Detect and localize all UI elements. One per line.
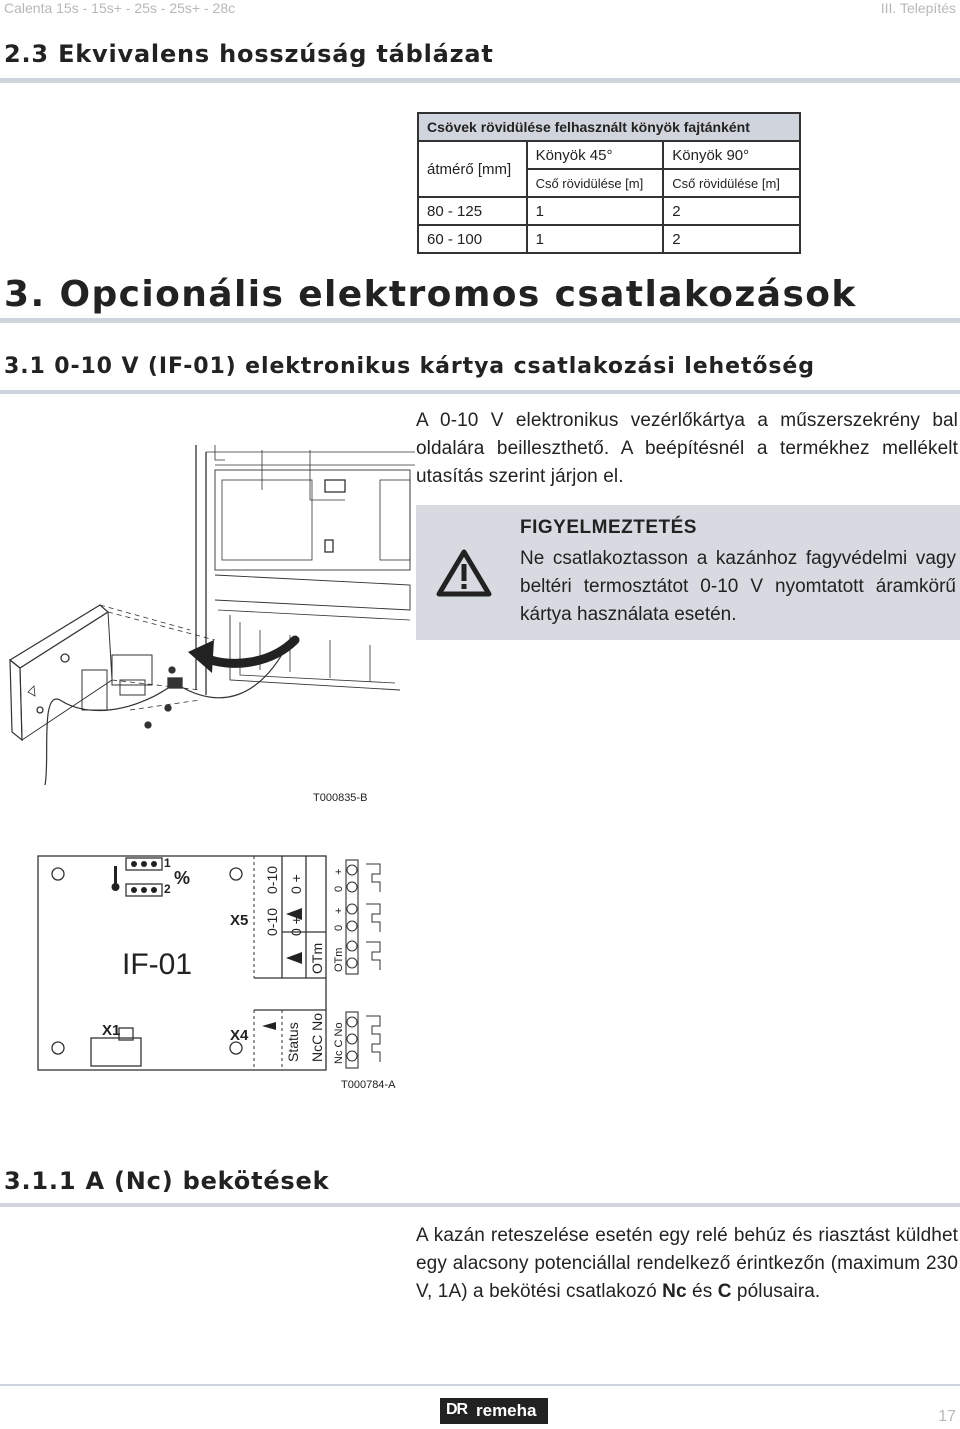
table-header-elbow45: Könyök 45° (527, 141, 664, 169)
label-status: Status (285, 1022, 301, 1062)
connector-x5-label: X5 (230, 912, 249, 929)
terminal-plus-bottom: + (333, 907, 345, 914)
table-header-diameter: átmérő [mm] (418, 141, 527, 197)
table-header-elbow90: Könyök 90° (663, 141, 800, 169)
logo-text: remeha (476, 1401, 537, 1420)
nc-paragraph-end: pólusaira. (731, 1281, 821, 1302)
table-cell: 60 - 100 (418, 225, 527, 253)
table-caption: Csövek rövidülése felhasznált könyök fajtánként (418, 113, 800, 141)
remeha-logo (440, 1398, 548, 1424)
table-cell: 2 (663, 225, 800, 253)
section-3-1-1-title: 3.1.1 A (Nc) bekötések (4, 1167, 330, 1195)
label-otm: OTm (309, 942, 325, 974)
nc-paragraph-text: A kazán reteszelése esetén egy relé behúz és riasztást küldhet egy alacsony potenciállal rendelkező érintkezőn (maximum 230 V, 1A) a bekötési csatlakozó (416, 1225, 958, 1302)
percent-symbol: % (174, 868, 191, 888)
terminal-0-bottom: 0 (333, 924, 345, 931)
label-ncc-no: NcC No (309, 1012, 325, 1062)
section-2-3-title: 2.3 Ekvivalens hosszúság táblázat (4, 40, 494, 68)
header-product-name: Calenta 15s - 15s+ - 25s - 25s+ - 28c (4, 0, 236, 16)
warning-box (416, 505, 960, 640)
figure2-code: T000784-A (341, 1079, 396, 1091)
label-0-10-top: 0-10 (264, 865, 280, 894)
installation-illustration (0, 440, 415, 790)
table-subheader-45: Cső rövidülése [m] (527, 169, 664, 197)
terminal-plus-top: + (333, 868, 345, 875)
label-0plus-top: 0 + (288, 874, 304, 894)
warning-text: Ne csatlakoztasson a kazánhoz fagyvédelmi vagy beltéri termosztátot 0-10 V nyomtatott áramkörű kártya használata esetén. (520, 548, 956, 625)
board-name: IF-01 (122, 948, 193, 981)
header-chapter: III. Telepítés (880, 0, 956, 16)
table-cell: 1 (527, 225, 664, 253)
terminal-otm: OTm (333, 947, 345, 972)
label-0plus-bottom: 0 + (288, 916, 304, 936)
equivalent-length-table (417, 112, 801, 254)
connector-x4-label: X4 (230, 1027, 249, 1044)
section-3-1-title: 3.1 0-10 V (IF-01) elektronikus kártya csatlakozási lehetőség (4, 354, 815, 379)
table-cell: 2 (663, 197, 800, 225)
terminal-0-top: 0 (333, 885, 345, 892)
section-rule (0, 390, 960, 394)
table-cell: 80 - 125 (418, 197, 527, 225)
jumper-label-2: 2 (164, 882, 171, 896)
nc-paragraph (416, 1222, 958, 1306)
section-rule (0, 1203, 960, 1207)
table-row (418, 225, 800, 253)
figure1-code: T000835-B (313, 792, 368, 804)
c-term: C (717, 1281, 732, 1302)
terminal-nc-c-no: Nc C No (333, 1022, 345, 1064)
section-3-title: 3. Opcionális elektromos csatlakozások (4, 274, 857, 315)
table-subheader-90: Cső rövidülése [m] (663, 169, 800, 197)
jumper-label-1: 1 (164, 856, 171, 870)
if01-board-schematic (36, 850, 396, 1080)
warning-title: FIGYELMEZTETÉS (520, 517, 697, 538)
footer-rule (0, 1384, 960, 1386)
table-row (418, 197, 800, 225)
label-0-10-bottom: 0-10 (264, 907, 280, 936)
warning-triangle-icon (436, 549, 492, 597)
nc-term: Nc (662, 1281, 687, 1302)
and-text: és (686, 1281, 718, 1302)
table-cell: 1 (527, 197, 664, 225)
logo-mark: DR (446, 1401, 468, 1418)
connector-x1-label: X1 (102, 1022, 121, 1039)
section-rule (0, 318, 960, 323)
section-rule (0, 78, 960, 83)
intro-paragraph: A 0-10 V elektronikus vezérlőkártya a műszerszekrény bal oldalára beilleszthető. A beépítésnél a termékhez mellékelt utasítás szerint járjon el. (416, 410, 958, 487)
page-number: 17 (938, 1408, 956, 1425)
